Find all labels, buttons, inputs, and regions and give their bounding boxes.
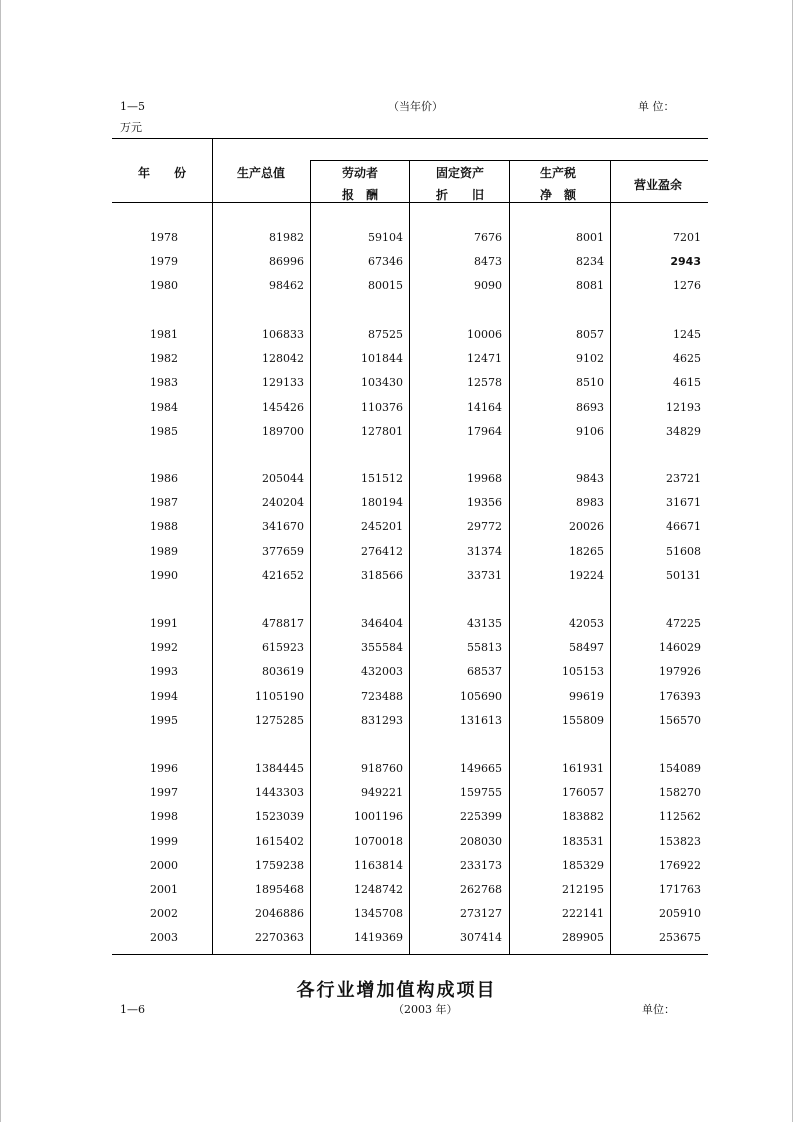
cell-year: 1990 (150, 569, 178, 582)
cell-net-production-tax: 8234 (576, 255, 604, 268)
cell-fixed-asset-depreciation: 208030 (460, 835, 502, 848)
header-labor-line1: 劳动者 (342, 166, 379, 180)
cell-net-production-tax: 185329 (562, 859, 604, 872)
next-year-note: （2003 年） (393, 1003, 458, 1016)
next-table-title: 各行业增加值构成项目 (296, 980, 497, 1001)
cell-fixed-asset-depreciation: 12471 (467, 352, 502, 365)
cell-year: 1996 (150, 762, 178, 775)
cell-year: 1986 (150, 472, 178, 485)
next-table-number: 1—6 (120, 1003, 145, 1016)
cell-net-production-tax: 289905 (562, 931, 604, 944)
cell-labor-compensation: 101844 (361, 352, 403, 365)
cell-fixed-asset-depreciation: 7676 (474, 231, 502, 244)
cell-labor-compensation: 1070018 (354, 835, 403, 848)
cell-year: 1991 (150, 617, 178, 630)
cell-fixed-asset-depreciation: 12578 (467, 376, 502, 389)
cell-gross-output: 1105190 (255, 690, 304, 703)
cell-labor-compensation: 1419369 (354, 931, 403, 944)
cell-net-production-tax: 8081 (576, 279, 604, 292)
cell-fixed-asset-depreciation: 29772 (467, 520, 502, 533)
cell-net-production-tax: 20026 (569, 520, 604, 533)
cell-net-production-tax: 99619 (569, 690, 604, 703)
cell-fixed-asset-depreciation: 307414 (460, 931, 502, 944)
cell-labor-compensation: 918760 (361, 762, 403, 775)
cell-fixed-asset-depreciation: 55813 (467, 641, 502, 654)
cell-gross-output: 478817 (262, 617, 304, 630)
cell-year: 1988 (150, 520, 178, 533)
table-number: 1—5 (120, 100, 145, 113)
cell-labor-compensation: 1248742 (354, 883, 403, 896)
cell-net-production-tax: 8983 (576, 496, 604, 509)
cell-fixed-asset-depreciation: 31374 (467, 545, 502, 558)
cell-year: 1987 (150, 496, 178, 509)
cell-year: 1995 (150, 714, 178, 727)
cell-gross-output: 1615402 (255, 835, 304, 848)
cell-gross-output: 1759238 (255, 859, 304, 872)
cell-operating-surplus: 47225 (666, 617, 701, 630)
cell-fixed-asset-depreciation: 273127 (460, 907, 502, 920)
cell-year: 1984 (150, 401, 178, 414)
cell-net-production-tax: 9106 (576, 425, 604, 438)
cell-gross-output: 615923 (262, 641, 304, 654)
cell-operating-surplus: 112562 (659, 810, 701, 823)
column-divider-4 (509, 160, 510, 954)
cell-net-production-tax: 8057 (576, 328, 604, 341)
cell-operating-surplus: 205910 (659, 907, 701, 920)
cell-net-production-tax: 183882 (562, 810, 604, 823)
cell-operating-surplus: 154089 (659, 762, 701, 775)
cell-labor-compensation: 318566 (361, 569, 403, 582)
cell-fixed-asset-depreciation: 14164 (467, 401, 502, 414)
cell-gross-output: 81982 (269, 231, 304, 244)
next-unit-label: 单位： (642, 1003, 675, 1016)
cell-net-production-tax: 176057 (562, 786, 604, 799)
header-labor-line2: 报 酬 (342, 188, 379, 202)
cell-year: 2001 (150, 883, 178, 896)
header-tax-line2: 净 额 (540, 188, 577, 202)
cell-gross-output: 205044 (262, 472, 304, 485)
cell-fixed-asset-depreciation: 159755 (460, 786, 502, 799)
cell-gross-output: 189700 (262, 425, 304, 438)
cell-net-production-tax: 8693 (576, 401, 604, 414)
cell-net-production-tax: 9102 (576, 352, 604, 365)
cell-gross-output: 128042 (262, 352, 304, 365)
cell-year: 1983 (150, 376, 178, 389)
cell-net-production-tax: 9843 (576, 472, 604, 485)
cell-gross-output: 1523039 (255, 810, 304, 823)
page-edge-left (0, 0, 1, 1122)
cell-net-production-tax: 8510 (576, 376, 604, 389)
column-divider-2 (310, 160, 311, 954)
cell-operating-surplus: 50131 (666, 569, 701, 582)
cell-operating-surplus: 176393 (659, 690, 701, 703)
cell-fixed-asset-depreciation: 233173 (460, 859, 502, 872)
cell-fixed-asset-depreciation: 262768 (460, 883, 502, 896)
cell-labor-compensation: 346404 (361, 617, 403, 630)
cell-year: 2000 (150, 859, 178, 872)
cell-fixed-asset-depreciation: 8473 (474, 255, 502, 268)
cell-net-production-tax: 8001 (576, 231, 604, 244)
cell-gross-output: 240204 (262, 496, 304, 509)
cell-year: 1997 (150, 786, 178, 799)
cell-gross-output: 106833 (262, 328, 304, 341)
cell-fixed-asset-depreciation: 19356 (467, 496, 502, 509)
cell-labor-compensation: 151512 (361, 472, 403, 485)
unit-value: 万元 (120, 121, 142, 134)
cell-operating-surplus: 153823 (659, 835, 701, 848)
header-operating-surplus: 营业盈余 (634, 178, 683, 192)
cell-labor-compensation: 831293 (361, 714, 403, 727)
price-note: （当年价） (388, 100, 443, 113)
cell-gross-output: 2270363 (255, 931, 304, 944)
cell-gross-output: 145426 (262, 401, 304, 414)
cell-net-production-tax: 183531 (562, 835, 604, 848)
cell-fixed-asset-depreciation: 33731 (467, 569, 502, 582)
cell-operating-surplus: 4615 (673, 376, 701, 389)
header-depr-line2: 折 旧 (436, 188, 485, 202)
header-tax-line1: 生产税 (540, 166, 577, 180)
cell-year: 1989 (150, 545, 178, 558)
cell-fixed-asset-depreciation: 10006 (467, 328, 502, 341)
cell-fixed-asset-depreciation: 149665 (460, 762, 502, 775)
cell-net-production-tax: 222141 (562, 907, 604, 920)
cell-year: 2003 (150, 931, 178, 944)
cell-operating-surplus: 2943 (670, 255, 701, 268)
cell-operating-surplus: 253675 (659, 931, 701, 944)
cell-labor-compensation: 1001196 (354, 810, 403, 823)
cell-labor-compensation: 80015 (368, 279, 403, 292)
cell-operating-surplus: 197926 (659, 665, 701, 678)
cell-gross-output: 377659 (262, 545, 304, 558)
cell-net-production-tax: 58497 (569, 641, 604, 654)
cell-operating-surplus: 12193 (666, 401, 701, 414)
cell-operating-surplus: 1245 (673, 328, 701, 341)
table-bottom-rule (112, 954, 708, 955)
cell-operating-surplus: 156570 (659, 714, 701, 727)
cell-net-production-tax: 155809 (562, 714, 604, 727)
cell-labor-compensation: 103430 (361, 376, 403, 389)
header-year: 年 份 (138, 166, 187, 180)
cell-year: 1993 (150, 665, 178, 678)
cell-year: 1979 (150, 255, 178, 268)
cell-operating-surplus: 4625 (673, 352, 701, 365)
cell-gross-output: 803619 (262, 665, 304, 678)
cell-labor-compensation: 110376 (361, 401, 403, 414)
cell-operating-surplus: 31671 (666, 496, 701, 509)
cell-gross-output: 1384445 (255, 762, 304, 775)
table-top-rule (112, 138, 708, 139)
cell-gross-output: 421652 (262, 569, 304, 582)
cell-net-production-tax: 18265 (569, 545, 604, 558)
column-divider-5 (610, 160, 611, 954)
cell-fixed-asset-depreciation: 105690 (460, 690, 502, 703)
header-depr-line1: 固定资产 (436, 166, 485, 180)
cell-labor-compensation: 723488 (361, 690, 403, 703)
cell-year: 1980 (150, 279, 178, 292)
cell-year: 1998 (150, 810, 178, 823)
cell-year: 1978 (150, 231, 178, 244)
cell-net-production-tax: 161931 (562, 762, 604, 775)
cell-labor-compensation: 245201 (361, 520, 403, 533)
cell-net-production-tax: 212195 (562, 883, 604, 896)
cell-labor-compensation: 355584 (361, 641, 403, 654)
cell-gross-output: 1443303 (255, 786, 304, 799)
cell-net-production-tax: 19224 (569, 569, 604, 582)
cell-operating-surplus: 1276 (673, 279, 701, 292)
cell-gross-output: 1895468 (255, 883, 304, 896)
cell-fixed-asset-depreciation: 131613 (460, 714, 502, 727)
cell-gross-output: 1275285 (255, 714, 304, 727)
cell-year: 1999 (150, 835, 178, 848)
cell-net-production-tax: 105153 (562, 665, 604, 678)
cell-gross-output: 129133 (262, 376, 304, 389)
unit-label: 单 位： (638, 100, 675, 113)
cell-labor-compensation: 67346 (368, 255, 403, 268)
cell-operating-surplus: 146029 (659, 641, 701, 654)
cell-year: 1994 (150, 690, 178, 703)
cell-fixed-asset-depreciation: 225399 (460, 810, 502, 823)
cell-labor-compensation: 87525 (368, 328, 403, 341)
cell-operating-surplus: 23721 (666, 472, 701, 485)
cell-labor-compensation: 276412 (361, 545, 403, 558)
cell-year: 1982 (150, 352, 178, 365)
cell-labor-compensation: 127801 (361, 425, 403, 438)
cell-year: 2002 (150, 907, 178, 920)
cell-operating-surplus: 7201 (673, 231, 701, 244)
column-divider-3 (409, 160, 410, 954)
cell-labor-compensation: 1345708 (354, 907, 403, 920)
cell-year: 1981 (150, 328, 178, 341)
header-gross-output: 生产总值 (237, 166, 286, 180)
cell-labor-compensation: 180194 (361, 496, 403, 509)
cell-gross-output: 98462 (269, 279, 304, 292)
cell-fixed-asset-depreciation: 9090 (474, 279, 502, 292)
cell-operating-surplus: 176922 (659, 859, 701, 872)
cell-labor-compensation: 949221 (361, 786, 403, 799)
cell-operating-surplus: 171763 (659, 883, 701, 896)
cell-labor-compensation: 1163814 (354, 859, 403, 872)
cell-gross-output: 2046886 (255, 907, 304, 920)
cell-labor-compensation: 59104 (368, 231, 403, 244)
cell-operating-surplus: 51608 (666, 545, 701, 558)
header-bottom-rule (112, 202, 708, 203)
cell-gross-output: 86996 (269, 255, 304, 268)
cell-operating-surplus: 34829 (666, 425, 701, 438)
cell-fixed-asset-depreciation: 17964 (467, 425, 502, 438)
cell-gross-output: 341670 (262, 520, 304, 533)
cell-year: 1992 (150, 641, 178, 654)
cell-operating-surplus: 158270 (659, 786, 701, 799)
cell-year: 1985 (150, 425, 178, 438)
cell-operating-surplus: 46671 (666, 520, 701, 533)
cell-net-production-tax: 42053 (569, 617, 604, 630)
cell-fixed-asset-depreciation: 68537 (467, 665, 502, 678)
cell-fixed-asset-depreciation: 43135 (467, 617, 502, 630)
column-divider-1 (212, 138, 213, 954)
cell-labor-compensation: 432003 (361, 665, 403, 678)
cell-fixed-asset-depreciation: 19968 (467, 472, 502, 485)
